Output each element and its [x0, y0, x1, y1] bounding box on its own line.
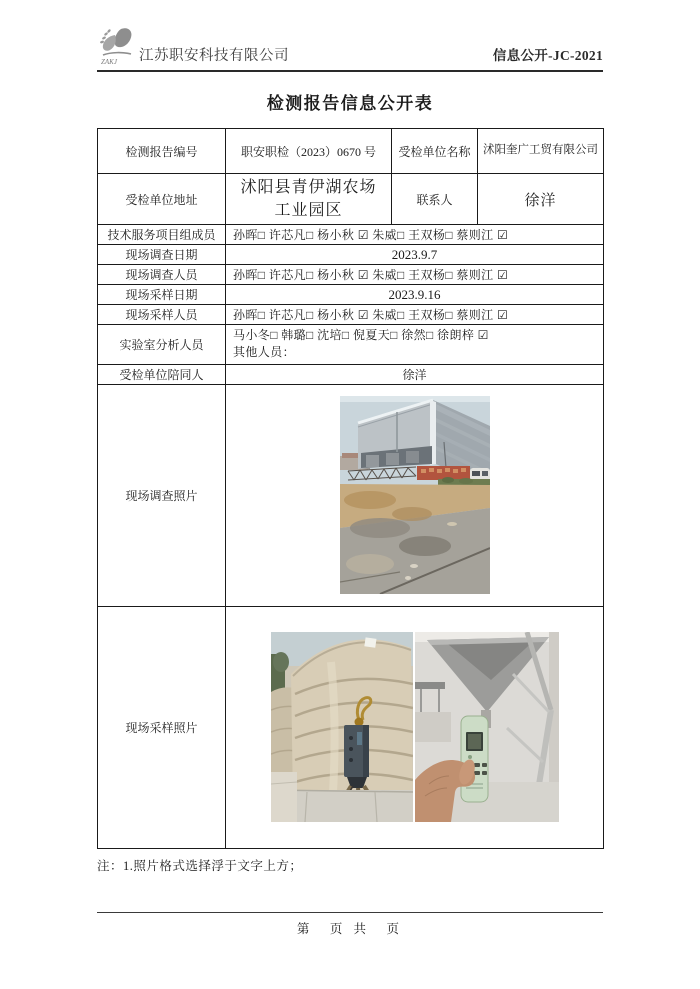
company-logo-icon: [97, 25, 139, 67]
contact-label: 联系人: [392, 174, 478, 225]
unit-addr-value: 沭阳县青伊湖农场工业园区: [226, 174, 392, 225]
page-footer: [97, 912, 603, 937]
lab-staff-label: 实验室分析人员: [98, 325, 226, 365]
report-no-label: 检测报告编号: [98, 129, 226, 174]
lab-staff-line2: 其他人员：: [233, 345, 296, 360]
contact-value: 徐洋: [478, 174, 604, 225]
page-number: 第 页 共 页: [296, 922, 404, 936]
sampling-staff-label: 现场采样人员: [98, 305, 226, 325]
unit-name-label: 受检单位名称: [392, 129, 478, 174]
table-row: [98, 225, 604, 245]
table-row: [98, 129, 604, 174]
team-members-label: 技术服务项目组成员: [98, 225, 226, 245]
table-row: [98, 325, 604, 365]
page-title: 检测报告信息公开表: [266, 94, 434, 113]
document-code: 信息公开-JC-2021: [492, 48, 603, 63]
unit-name-value: 沭阳奎广工贸有限公司: [478, 129, 604, 174]
svg-text:ZAKJ: ZAKJ: [101, 58, 117, 66]
report-no-value: 职安职检（2023）0670 号: [226, 129, 392, 174]
footnote: 注：1.照片格式选择浮于文字上方；: [97, 858, 303, 873]
table-row: [98, 174, 604, 225]
report-info-table: [97, 128, 604, 849]
sampling-photo-tank: [271, 632, 413, 822]
sampling-date-label: 现场采样日期: [98, 285, 226, 305]
sampling-staff-value: 孙晖□ 许芯凡□ 杨小秋 ☑ 朱威□ 王双杨□ 蔡则江 ☑: [226, 305, 604, 325]
survey-staff-label: 现场调查人员: [98, 265, 226, 285]
company-name: 江苏职安科技有限公司: [139, 48, 289, 64]
site-survey-photo: [340, 396, 490, 594]
lab-staff-value: [226, 325, 604, 365]
team-members-value: 孙晖□ 许芯凡□ 杨小秋 ☑ 朱威□ 王双杨□ 蔡则江 ☑: [226, 225, 604, 245]
table-row: [98, 364, 604, 384]
table-row: [98, 245, 604, 265]
table-row: [98, 265, 604, 285]
page-header: [97, 28, 603, 72]
escort-value: 徐洋: [226, 364, 604, 384]
survey-date-value: 2023.9.7: [226, 245, 604, 265]
table-row: [98, 285, 604, 305]
company-logo: [97, 25, 139, 67]
survey-photo-label: 现场调查照片: [98, 384, 226, 606]
survey-date-label: 现场调查日期: [98, 245, 226, 265]
sampling-photo-meter: [415, 632, 559, 822]
survey-staff-value: 孙晖□ 许芯凡□ 杨小秋 ☑ 朱威□ 王双杨□ 蔡则江 ☑: [226, 265, 604, 285]
sampling-date-value: 2023.9.16: [226, 285, 604, 305]
sampling-photo-cell: [226, 606, 604, 848]
table-row: [98, 606, 604, 848]
unit-addr-label: 受检单位地址: [98, 174, 226, 225]
table-row: [98, 384, 604, 606]
table-row: [98, 305, 604, 325]
survey-photo-cell: [226, 384, 604, 606]
lab-staff-line1: 马小冬□ 韩璐□ 沈培□ 倪夏天□ 徐然□ 徐朗梓 ☑: [233, 328, 489, 342]
sampling-photo-label: 现场采样照片: [98, 606, 226, 848]
escort-label: 受检单位陪同人: [98, 364, 226, 384]
